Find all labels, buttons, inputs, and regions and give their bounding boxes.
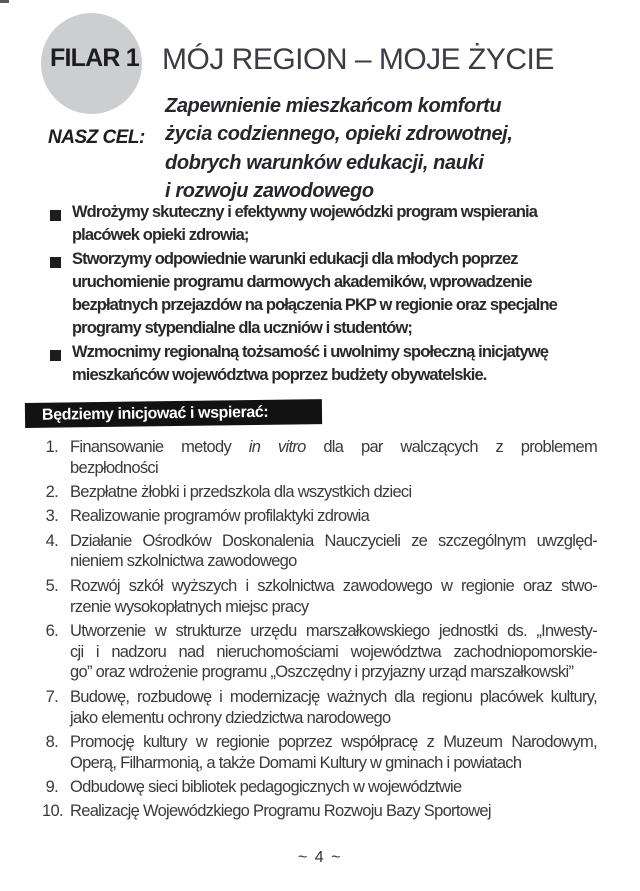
commitment-item [50, 341, 605, 388]
item-number: 10. [42, 802, 63, 821]
commitment-line: uruchomienie programu darmowych akademików, wprowadzenie [72, 272, 532, 291]
pillar-badge-label: FILAR 1 [50, 44, 139, 72]
item-text: Finansowanie metody [70, 438, 249, 456]
item-number: 1. [45, 438, 58, 456]
goal-label: NASZ CEL: [48, 127, 145, 148]
item-line: Bezpłatne żłobki i przedszkola dla wszystkich dzieci [70, 483, 412, 502]
item-line: jako elementu ochrony dziedzictwa narodowego [70, 708, 391, 727]
list-item [45, 777, 597, 798]
commitment-line: Wzmocnimy regionalną tożsamość i uwolnimy społeczną inicjatywę [72, 342, 548, 361]
item-line: Utworzenie w strukturze urzędu marszałkowskiego jednostki ds. „Inwesty- [70, 621, 597, 640]
commitment-line: Stworzymy odpowiednie warunki edukacji dla młodych poprzez [72, 249, 518, 268]
commitment-line: programy stypendialne dla uczniów i studentów; [72, 319, 412, 338]
goal-line: dobrych warunków edukacji, nauki [165, 151, 484, 174]
square-bullet-icon [50, 257, 61, 268]
initiatives-banner-label: Będziemy inicjować i wspierać: [41, 403, 269, 424]
item-number: 8. [45, 732, 58, 751]
item-line: bezpłodności [70, 458, 158, 477]
list-item [45, 531, 597, 573]
item-line: Rozwój szkół wyższych i szkolnictwa zawodowego w regionie oraz stwo- [70, 576, 597, 595]
commitments-list [50, 201, 605, 387]
item-line [70, 437, 597, 458]
commitment-line: Wdrożymy skuteczny i efektywny wojewódzki program wspierania [72, 203, 537, 221]
commitment-line: mieszkańców województwa poprzez budżety obywatelskie. [72, 366, 487, 385]
item-text-italic: in vitro [248, 438, 306, 456]
item-text: dla par walczących z problemem [305, 438, 598, 456]
goal-line: życia codziennego, opieki zdrowotnej, [165, 123, 513, 146]
item-line: nieniem szkolnictwa zawodowego [70, 552, 297, 571]
initiatives-banner [25, 399, 322, 428]
item-number: 3. [45, 507, 58, 526]
list-item [45, 437, 597, 479]
item-number: 5. [45, 576, 58, 595]
list-item [42, 801, 597, 822]
item-line: Promocję kultury w regionie poprzez współpracę z Muzeum Narodowym, [70, 732, 597, 751]
goal-text [165, 92, 512, 205]
list-item [45, 621, 597, 683]
goal-line: i rozwoju zawodowego [165, 179, 374, 202]
list-item [45, 482, 597, 503]
list-item [45, 506, 597, 527]
item-number: 2. [45, 483, 58, 502]
commitment-item [50, 201, 605, 248]
scan-artifact [0, 0, 9, 3]
goal-line: Zapewnienie mieszkańcom komfortu [165, 95, 502, 117]
page-title: MÓJ REGION – MOJE ŻYCIE [162, 43, 554, 76]
item-line: Działanie Ośrodków Doskonalenia Nauczycieli ze szczególnym uwzględ- [70, 531, 597, 550]
item-line: Budowę, rozbudowę i modernizację ważnych dla regionu placówek kultury, [70, 687, 597, 706]
commitment-line: bezpłatnych przejazdów na połączenia PKP w regionie oraz specjalne [72, 296, 557, 315]
item-line: rzenie wysokopłatnych miejsc pracy [70, 597, 309, 616]
item-number: 9. [45, 777, 58, 796]
item-number: 7. [45, 687, 58, 706]
item-line: Odbudowę sieci bibliotek pedagogicznych w województwie [70, 777, 462, 796]
item-number: 4. [45, 531, 58, 550]
page-number: ~ 4 ~ [298, 849, 342, 866]
item-line: Realizację Wojewódzkiego Programu Rozwoju Bazy Sportowej [70, 802, 491, 821]
commitment-line: placówek opieki zdrowia; [72, 226, 249, 245]
item-line: Realizowanie programów profilaktyki zdrowia [70, 507, 370, 526]
list-item [45, 576, 597, 618]
item-line: cji i nadzoru nad nieruchomościami województwa zachodniopomorskie- [70, 642, 597, 661]
list-item [45, 732, 597, 774]
square-bullet-icon [50, 210, 61, 221]
initiatives-list [42, 437, 599, 826]
item-number: 6. [45, 621, 58, 640]
square-bullet-icon [50, 350, 61, 361]
list-item [45, 687, 597, 729]
commitment-item [50, 248, 605, 341]
item-line: Operą, Filharmonią, a także Domami Kultury w gminach i powiatach [70, 753, 522, 772]
item-line: go” oraz wdrożenie programu „Oszczędny i przyjazny urząd marszałkowski” [70, 663, 574, 682]
